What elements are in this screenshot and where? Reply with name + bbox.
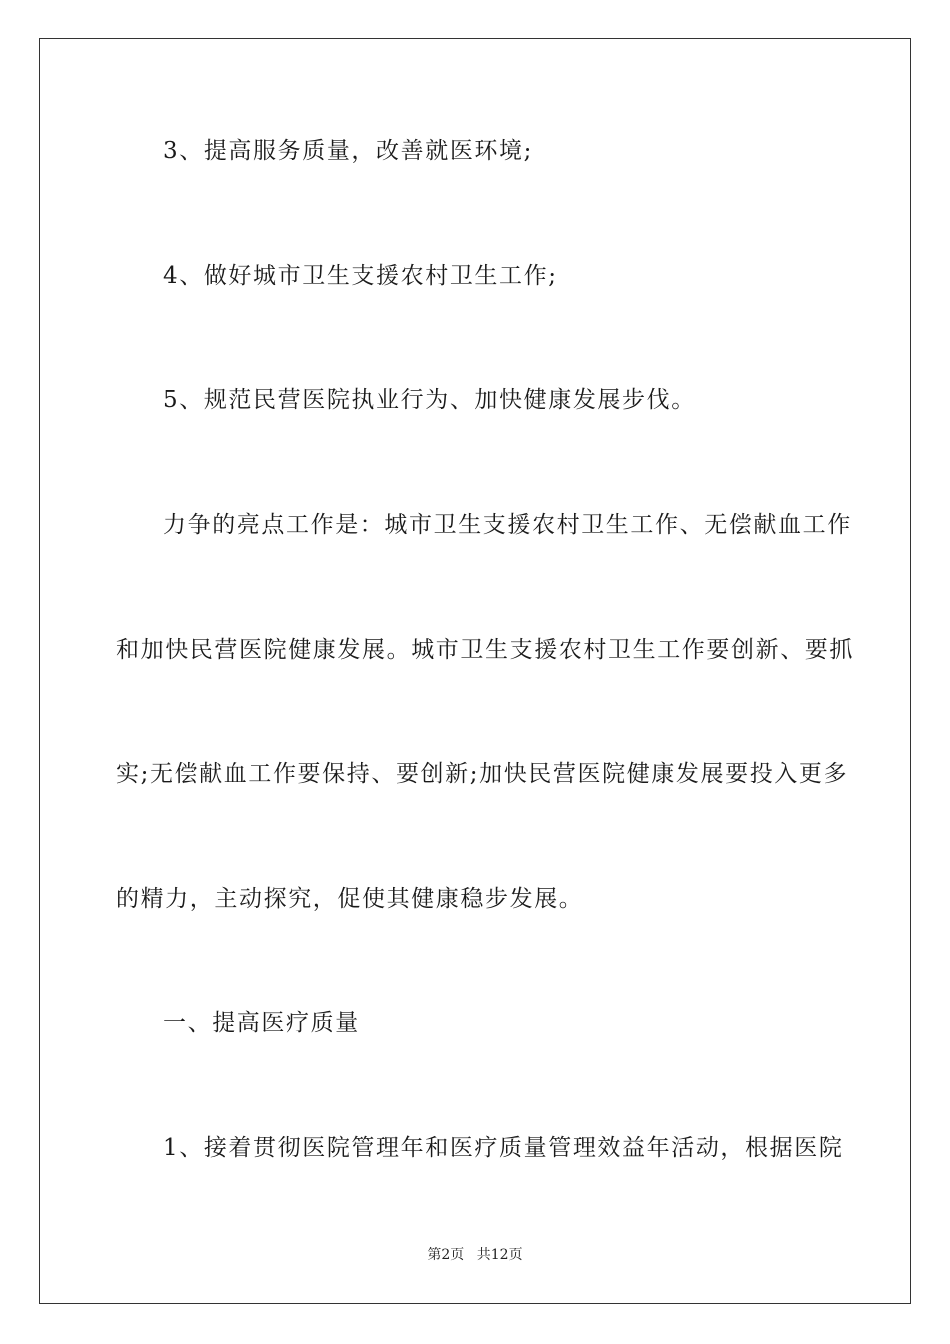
section-item-1: 1、接着贯彻医院管理年和医疗质量管理效益年活动，根据医院 xyxy=(163,1135,844,1161)
page-footer xyxy=(0,1246,950,1264)
paragraph-line-4: 的精力，主动探究，促使其健康稳步发展。 xyxy=(116,886,584,912)
paragraph-line-2: 和加快民营医院健康发展。城市卫生支援农村卫生工作要创新、要抓 xyxy=(116,637,854,663)
list-item-3: 3、提高服务质量，改善就医环境; xyxy=(163,138,533,164)
section-heading: 一、提高医疗质量 xyxy=(163,1010,360,1036)
paragraph-line-3: 实;无偿献血工作要保持、要创新;加快民营医院健康发展要投入更多 xyxy=(116,761,849,787)
total-page-count: 共12页 xyxy=(476,1247,523,1263)
paragraph-line-1: 力争的亮点工作是：城市卫生支援农村卫生工作、无偿献血工作 xyxy=(163,512,852,538)
page-frame xyxy=(39,38,911,1304)
list-item-5: 5、规范民营医院执业行为、加快健康发展步伐。 xyxy=(163,387,696,413)
list-item-4: 4、做好城市卫生支援农村卫生工作; xyxy=(163,263,558,289)
current-page-number: 第2页 xyxy=(427,1247,465,1263)
